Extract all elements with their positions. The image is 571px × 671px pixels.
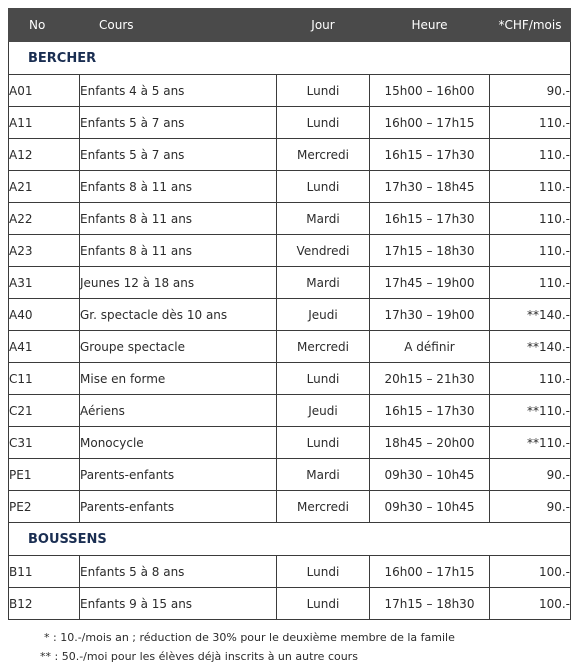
cell-cours: Enfants 4 à 5 ans (80, 75, 277, 107)
cell-jour: Mardi (277, 203, 370, 235)
header-heure: Heure (370, 9, 490, 42)
footnote-text: 50.-/moi pour les élèves déjà inscrits à un autre cours (61, 650, 358, 663)
footnote-mark: * : (44, 631, 57, 644)
cell-cours: Enfants 5 à 7 ans (80, 139, 277, 171)
table-body (9, 42, 571, 620)
cell-cours: Enfants 8 à 11 ans (80, 235, 277, 267)
cell-code: A21 (9, 171, 80, 203)
cell-prix: 110.- (490, 107, 571, 139)
cell-code: C31 (9, 427, 80, 459)
course-schedule-table (8, 8, 571, 620)
cell-heure: 17h45 – 19h00 (370, 267, 490, 299)
cell-jour: Mercredi (277, 331, 370, 363)
cell-prix: **140.- (490, 299, 571, 331)
cell-cours: Monocycle (80, 427, 277, 459)
cell-jour: Lundi (277, 171, 370, 203)
cell-heure: 16h15 – 17h30 (370, 395, 490, 427)
cell-jour: Vendredi (277, 235, 370, 267)
cell-prix: 110.- (490, 363, 571, 395)
cell-cours: Aériens (80, 395, 277, 427)
cell-heure: 15h00 – 16h00 (370, 75, 490, 107)
cell-code: A23 (9, 235, 80, 267)
cell-code: A11 (9, 107, 80, 139)
cell-heure: 16h00 – 17h15 (370, 107, 490, 139)
cell-cours: Enfants 8 à 11 ans (80, 171, 277, 203)
cell-heure: 16h15 – 17h30 (370, 139, 490, 171)
cell-heure: 17h15 – 18h30 (370, 588, 490, 620)
cell-code: A12 (9, 139, 80, 171)
section-row (9, 42, 571, 75)
section-title: BOUSSENS (9, 523, 571, 556)
cell-heure: 09h30 – 10h45 (370, 459, 490, 491)
cell-jour: Jeudi (277, 299, 370, 331)
table-row (9, 588, 571, 620)
cell-heure: 18h45 – 20h00 (370, 427, 490, 459)
table-row (9, 267, 571, 299)
header-row (9, 9, 571, 42)
cell-code: B11 (9, 556, 80, 588)
cell-cours: Parents-enfants (80, 491, 277, 523)
table-header (9, 9, 571, 42)
table-row (9, 139, 571, 171)
table-row (9, 459, 571, 491)
table-row (9, 491, 571, 523)
cell-code: A41 (9, 331, 80, 363)
footnote-text: 10.-/mois an ; réduction de 30% pour le deuxième membre de la famile (60, 631, 455, 644)
footnotes (40, 628, 524, 666)
cell-jour: Lundi (277, 107, 370, 139)
cell-heure: 09h30 – 10h45 (370, 491, 490, 523)
cell-jour: Lundi (277, 363, 370, 395)
table-row (9, 171, 571, 203)
cell-code: PE1 (9, 459, 80, 491)
cell-jour: Lundi (277, 427, 370, 459)
cell-code: A22 (9, 203, 80, 235)
cell-cours: Mise en forme (80, 363, 277, 395)
cell-cours: Enfants 8 à 11 ans (80, 203, 277, 235)
cell-cours: Enfants 5 à 7 ans (80, 107, 277, 139)
cell-prix: 100.- (490, 588, 571, 620)
table-row (9, 427, 571, 459)
cell-jour: Mardi (277, 267, 370, 299)
table-row (9, 203, 571, 235)
footnote-double-star (40, 647, 524, 666)
cell-heure: 17h15 – 18h30 (370, 235, 490, 267)
cell-code: C21 (9, 395, 80, 427)
schedule-container (8, 8, 570, 620)
section-row (9, 523, 571, 556)
cell-cours: Groupe spectacle (80, 331, 277, 363)
cell-heure: 16h00 – 17h15 (370, 556, 490, 588)
header-cours: Cours (80, 9, 277, 42)
cell-jour: Lundi (277, 556, 370, 588)
cell-cours: Enfants 9 à 15 ans (80, 588, 277, 620)
cell-prix: 90.- (490, 491, 571, 523)
cell-heure: 17h30 – 18h45 (370, 171, 490, 203)
cell-prix: 110.- (490, 171, 571, 203)
table-row (9, 556, 571, 588)
cell-jour: Mercredi (277, 139, 370, 171)
table-row (9, 395, 571, 427)
cell-code: PE2 (9, 491, 80, 523)
cell-prix: 90.- (490, 459, 571, 491)
cell-code: B12 (9, 588, 80, 620)
cell-heure: 17h30 – 19h00 (370, 299, 490, 331)
cell-prix: 110.- (490, 139, 571, 171)
table-row (9, 235, 571, 267)
cell-heure: 20h15 – 21h30 (370, 363, 490, 395)
cell-heure: 16h15 – 17h30 (370, 203, 490, 235)
cell-prix: **110.- (490, 395, 571, 427)
cell-prix: **140.- (490, 331, 571, 363)
cell-code: A01 (9, 75, 80, 107)
cell-cours: Enfants 5 à 8 ans (80, 556, 277, 588)
footnote-single-star (44, 628, 524, 647)
table-row (9, 363, 571, 395)
header-prix: *CHF/mois (490, 9, 571, 42)
cell-prix: **110.- (490, 427, 571, 459)
cell-cours: Gr. spectacle dès 10 ans (80, 299, 277, 331)
cell-jour: Jeudi (277, 395, 370, 427)
cell-cours: Parents-enfants (80, 459, 277, 491)
cell-prix: 110.- (490, 267, 571, 299)
cell-code: A31 (9, 267, 80, 299)
cell-jour: Mardi (277, 459, 370, 491)
cell-code: C11 (9, 363, 80, 395)
header-jour: Jour (277, 9, 370, 42)
table-row (9, 75, 571, 107)
cell-cours: Jeunes 12 à 18 ans (80, 267, 277, 299)
cell-code: A40 (9, 299, 80, 331)
cell-heure: A définir (370, 331, 490, 363)
cell-jour: Lundi (277, 75, 370, 107)
table-row (9, 299, 571, 331)
footnote-mark: ** : (40, 650, 59, 663)
header-no: No (9, 9, 80, 42)
table-row (9, 107, 571, 139)
cell-prix: 90.- (490, 75, 571, 107)
section-title: BERCHER (9, 42, 571, 75)
cell-jour: Mercredi (277, 491, 370, 523)
table-row (9, 331, 571, 363)
cell-prix: 100.- (490, 556, 571, 588)
cell-prix: 110.- (490, 235, 571, 267)
cell-jour: Lundi (277, 588, 370, 620)
cell-prix: 110.- (490, 203, 571, 235)
